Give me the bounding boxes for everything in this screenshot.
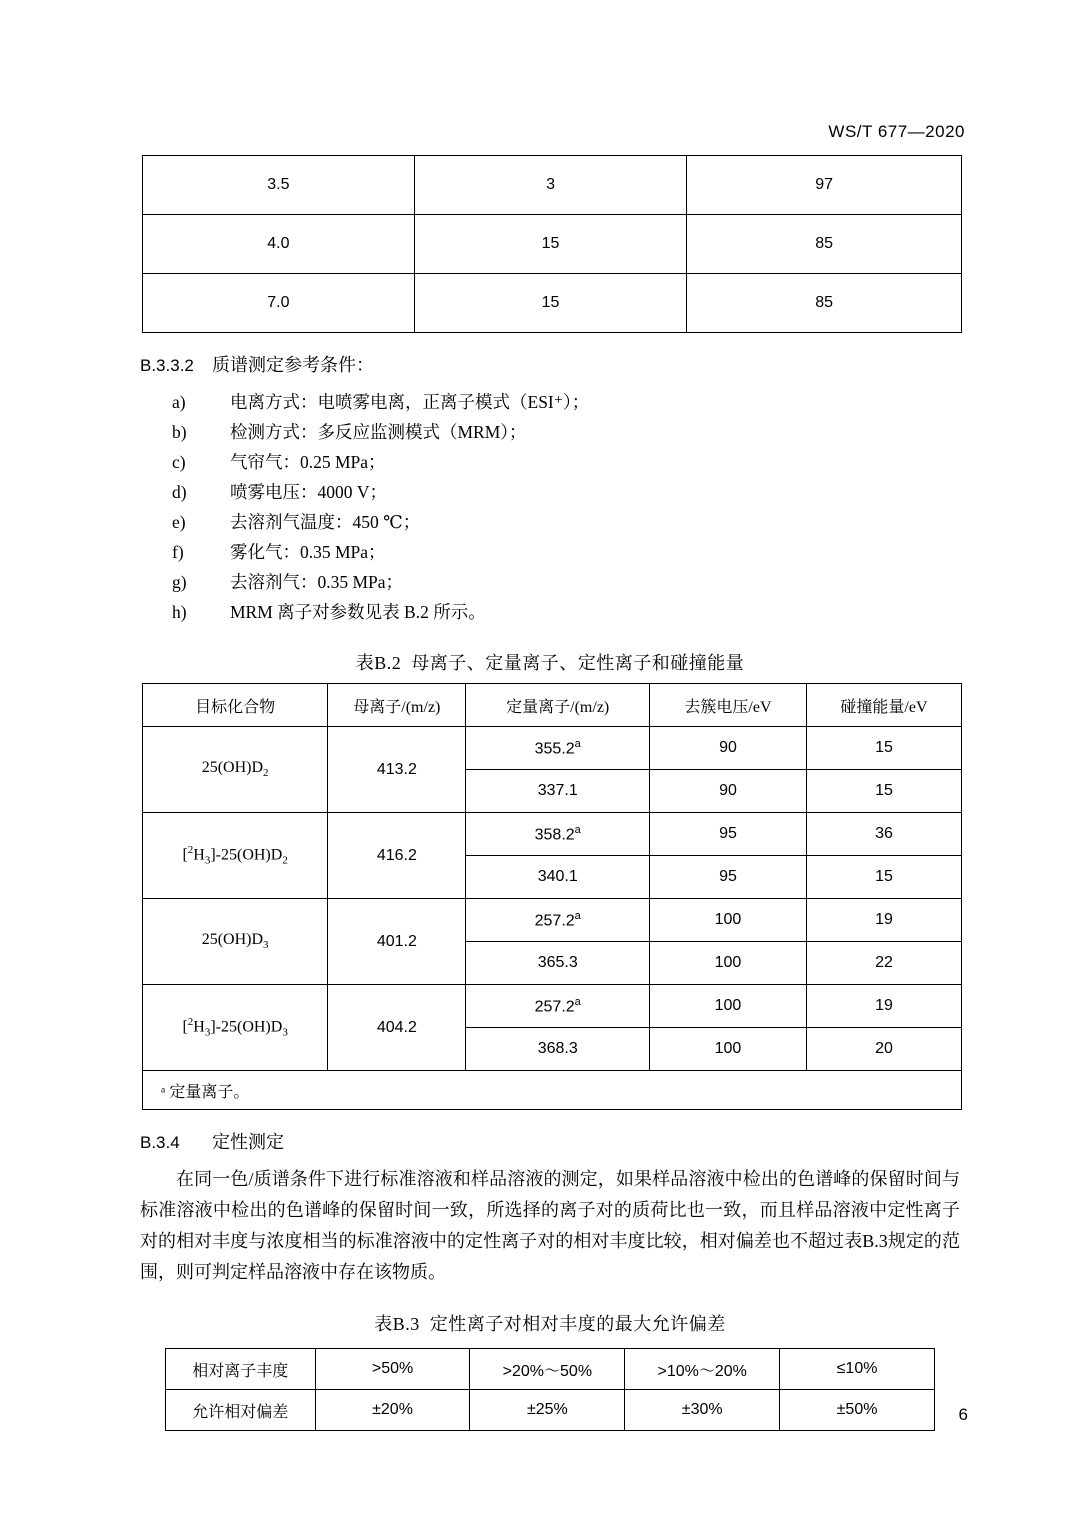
table-b3-caption	[140, 1310, 960, 1336]
allowed-relative-deviation-value: ±30%	[625, 1390, 780, 1431]
relative-ion-abundance-label: 相对离子丰度	[166, 1349, 316, 1390]
section-b34-paragraph: 在同一色/质谱条件下进行标准溶液和样品溶液的测定，如果样品溶液中检出的色谱峰的保留时间与标准溶液中检出的色谱峰的保留时间一致，所选择的离子对的质荷比也一致，而且样品溶液中定性离子对的相对丰度与浓度相当的标准溶液中的定性离子对的相对丰度比较，相对偏差也不超过表B.3规定的范围，则可判定样品溶液中存在该物质。	[140, 1169, 960, 1282]
product-ion-cell: 368.3	[466, 1028, 650, 1071]
table-b2-caption-label: 表B.2	[355, 653, 402, 673]
section-b34-number: B.3.4	[140, 1133, 180, 1152]
allowed-relative-deviation-value: ±25%	[470, 1390, 625, 1431]
declustering-voltage-cell: 90	[650, 727, 807, 770]
table-cell: 15	[414, 215, 687, 274]
section-b332-number: B.3.3.2	[140, 356, 194, 375]
table-cell: 3.5	[143, 156, 415, 215]
relative-ion-abundance-value: >20%～50%	[470, 1349, 625, 1390]
allowed-relative-deviation-label: 允许相对偏差	[166, 1390, 316, 1431]
collision-energy-cell: 15	[806, 856, 961, 899]
product-ion-cell: 365.3	[466, 942, 650, 985]
list-item-label: a)	[172, 392, 186, 412]
table-b2	[142, 683, 962, 1110]
precursor-ion-cell: 404.2	[328, 985, 466, 1071]
column-header: 母离子/(m/z)	[328, 684, 466, 727]
list-item	[172, 597, 960, 627]
list-item-label: e)	[172, 512, 186, 532]
page-number: 6	[958, 1405, 968, 1424]
table-b2-caption	[140, 649, 960, 675]
relative-ion-abundance-value: >10%～20%	[625, 1349, 780, 1390]
collision-energy-cell: 15	[806, 770, 961, 813]
list-item-label: c)	[172, 452, 186, 472]
table-cell: 3	[414, 156, 687, 215]
page-content	[140, 155, 960, 1431]
compound-cell: $[^2H_3]-25(OH)D_2$	[143, 813, 328, 899]
declustering-voltage-cell: 100	[650, 899, 807, 942]
collision-energy-cell: 19	[806, 985, 961, 1028]
table-row	[166, 1390, 935, 1431]
compound-cell: $[^2H_3]-25(OH)D_3$	[143, 985, 328, 1071]
list-item-label: h)	[172, 602, 187, 622]
list-item	[172, 567, 960, 597]
relative-ion-abundance-value: ≤10%	[780, 1349, 935, 1390]
table-row	[166, 1349, 935, 1390]
list-item-label: b)	[172, 422, 187, 442]
list-item-text: 检测方式：多反应监测模式（MRM）；	[230, 422, 527, 442]
product-ion-cell: 337.1	[466, 770, 650, 813]
product-ion-cell: 257.2$^a$	[466, 899, 650, 942]
product-ion-cell: 257.2$^a$	[466, 985, 650, 1028]
collision-energy-cell: 20	[806, 1028, 961, 1071]
table-cell: 7.0	[143, 274, 415, 333]
mass-spec-conditions-list	[140, 387, 960, 627]
gradient-table	[142, 155, 962, 333]
table-cell: 15	[414, 274, 687, 333]
table-cell: 85	[687, 215, 962, 274]
relative-ion-abundance-value: >50%	[315, 1349, 470, 1390]
list-item-text: 电离方式：电喷雾电离，正离子模式（ESI⁺）；	[230, 392, 590, 412]
list-item	[172, 477, 960, 507]
list-item-text: 去溶剂气：0.35 MPa；	[230, 572, 404, 592]
declustering-voltage-cell: 95	[650, 856, 807, 899]
table-row	[143, 215, 962, 274]
list-item	[172, 537, 960, 567]
compound-cell: $25(OH)D_3$	[143, 899, 328, 985]
section-b332-title: 质谱测定参考条件：	[212, 355, 374, 375]
product-ion-cell: 340.1	[466, 856, 650, 899]
list-item	[172, 387, 960, 417]
precursor-ion-cell: 413.2	[328, 727, 466, 813]
collision-energy-cell: 22	[806, 942, 961, 985]
table-row	[143, 727, 962, 770]
declustering-voltage-cell: 100	[650, 1028, 807, 1071]
allowed-relative-deviation-value: ±20%	[315, 1390, 470, 1431]
column-header: 碰撞能量/eV	[806, 684, 961, 727]
section-b332-heading	[140, 351, 960, 377]
product-ion-cell: 358.2$^a$	[466, 813, 650, 856]
collision-energy-cell: 15	[806, 727, 961, 770]
table-row	[143, 156, 962, 215]
list-item	[172, 507, 960, 537]
table-b3-caption-text: 定性离子对相对丰度的最大允许偏差	[429, 1314, 726, 1334]
table-row	[143, 274, 962, 333]
list-item-text: 喷雾电压：4000 V；	[230, 482, 388, 502]
table-footnote-row	[143, 1071, 962, 1110]
table-row	[143, 813, 962, 856]
column-header: 定量离子/(m/z)	[466, 684, 650, 727]
table-b2-caption-text: 母离子、定量离子、定性离子和碰撞能量	[411, 653, 745, 673]
table-cell: 4.0	[143, 215, 415, 274]
list-item-text: MRM 离子对参数见表 B.2 所示。	[230, 602, 486, 622]
declustering-voltage-cell: 95	[650, 813, 807, 856]
table-row	[143, 899, 962, 942]
list-item-label: d)	[172, 482, 187, 502]
declustering-voltage-cell: 90	[650, 770, 807, 813]
table-cell: 97	[687, 156, 962, 215]
table-header-row	[143, 684, 962, 727]
list-item-label: f)	[172, 542, 184, 562]
declustering-voltage-cell: 100	[650, 942, 807, 985]
page-header: WS/T 677—2020	[828, 122, 965, 141]
table-footnote: ᵃ 定量离子。	[143, 1071, 962, 1110]
table-b3	[165, 1348, 935, 1431]
table-b3-wrapper	[140, 1344, 960, 1431]
list-item	[172, 417, 960, 447]
section-b34-heading	[140, 1128, 960, 1154]
column-header: 去簇电压/eV	[650, 684, 807, 727]
allowed-relative-deviation-value: ±50%	[780, 1390, 935, 1431]
collision-energy-cell: 19	[806, 899, 961, 942]
column-header: 目标化合物	[143, 684, 328, 727]
precursor-ion-cell: 416.2	[328, 813, 466, 899]
product-ion-cell: 355.2$^a$	[466, 727, 650, 770]
collision-energy-cell: 36	[806, 813, 961, 856]
table-b3-caption-label: 表B.3	[374, 1314, 420, 1334]
list-item-text: 气帘气：0.25 MPa；	[230, 452, 386, 472]
section-b34-title: 定性测定	[212, 1132, 284, 1152]
list-item	[172, 447, 960, 477]
list-item-text: 去溶剂气温度：450 ℃；	[230, 512, 421, 532]
declustering-voltage-cell: 100	[650, 985, 807, 1028]
compound-cell: $25(OH)D_2$	[143, 727, 328, 813]
precursor-ion-cell: 401.2	[328, 899, 466, 985]
table-cell: 85	[687, 274, 962, 333]
list-item-label: g)	[172, 572, 187, 592]
table-row	[143, 985, 962, 1028]
list-item-text: 雾化气：0.35 MPa；	[230, 542, 386, 562]
